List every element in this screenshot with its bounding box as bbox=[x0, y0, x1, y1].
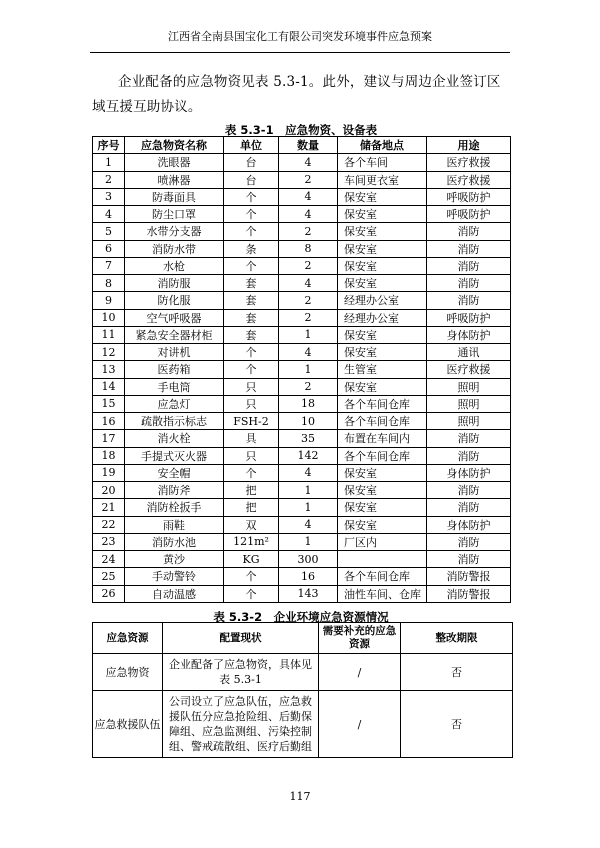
cell-location: 各个车间仓库 bbox=[338, 447, 427, 464]
cell-quantity: 2 bbox=[279, 292, 338, 309]
cell-purpose: 消防 bbox=[427, 482, 511, 499]
col-header-deadline: 整改期限 bbox=[401, 623, 513, 654]
cell-index: 16 bbox=[93, 413, 125, 430]
cell-location: 车间更衣室 bbox=[338, 171, 427, 188]
table-row bbox=[93, 691, 513, 758]
cell-name: 洗眼器 bbox=[125, 154, 224, 171]
cell-unit: 个 bbox=[224, 344, 279, 361]
col-header-status: 配置现状 bbox=[163, 623, 319, 654]
cell-unit: 个 bbox=[224, 188, 279, 205]
emergency-supplies-table bbox=[92, 136, 511, 603]
cell-unit: 把 bbox=[224, 482, 279, 499]
cell-location: 保安室 bbox=[338, 326, 427, 343]
cell-status: 企业配备了应急物资，具体见表 5.3-1 bbox=[163, 654, 319, 691]
cell-location: 经理办公室 bbox=[338, 309, 427, 326]
table-row bbox=[93, 482, 511, 499]
cell-quantity: 1 bbox=[279, 482, 338, 499]
cell-purpose: 呼吸防护 bbox=[427, 206, 511, 223]
cell-location: 保安室 bbox=[338, 206, 427, 223]
cell-unit: 个 bbox=[224, 361, 279, 378]
table-row bbox=[93, 585, 511, 602]
cell-location: 保安室 bbox=[338, 275, 427, 292]
cell-quantity: 4 bbox=[279, 344, 338, 361]
cell-name: 喷淋器 bbox=[125, 171, 224, 188]
cell-purpose: 消防 bbox=[427, 430, 511, 447]
cell-location: 保安室 bbox=[338, 188, 427, 205]
cell-name: 医药箱 bbox=[125, 361, 224, 378]
cell-purpose: 消防 bbox=[427, 223, 511, 240]
cell-name: 空气呼吸器 bbox=[125, 309, 224, 326]
table2-caption: 表 5.3-2 企业环境应急资源情况 bbox=[213, 610, 389, 624]
table1-caption: 表 5.3-1 应急物资、设备表 bbox=[224, 123, 378, 137]
table-row bbox=[93, 464, 511, 481]
cell-name: 雨鞋 bbox=[125, 516, 224, 533]
table-row bbox=[93, 171, 511, 188]
cell-purpose: 医疗救援 bbox=[427, 154, 511, 171]
cell-name: 黄沙 bbox=[125, 551, 224, 568]
table-row bbox=[93, 223, 511, 240]
cell-quantity: 2 bbox=[279, 257, 338, 274]
table-row bbox=[93, 292, 511, 309]
cell-unit: 台 bbox=[224, 154, 279, 171]
cell-location: 保安室 bbox=[338, 344, 427, 361]
table-row bbox=[93, 447, 511, 464]
cell-index: 1 bbox=[93, 154, 125, 171]
cell-unit: 个 bbox=[224, 223, 279, 240]
cell-index: 4 bbox=[93, 206, 125, 223]
table-row bbox=[93, 378, 511, 395]
cell-deadline: 否 bbox=[401, 691, 513, 758]
cell-location: 保安室 bbox=[338, 482, 427, 499]
table-row bbox=[93, 188, 511, 205]
cell-name: 手提式灭火器 bbox=[125, 447, 224, 464]
cell-status: 公司设立了应急队伍，应急救援队伍分应急抢险组、后勤保障组、应急监测组、污染控制组、警戒疏散组、医疗后勤组 bbox=[163, 691, 319, 758]
cell-index: 14 bbox=[93, 378, 125, 395]
cell-unit: 套 bbox=[224, 275, 279, 292]
cell-quantity: 4 bbox=[279, 206, 338, 223]
cell-location: 厂区内 bbox=[338, 533, 427, 550]
cell-purpose: 消防 bbox=[427, 447, 511, 464]
table-row bbox=[93, 361, 511, 378]
cell-name: 消防水带 bbox=[125, 240, 224, 257]
cell-unit: 个 bbox=[224, 568, 279, 585]
cell-unit: 条 bbox=[224, 240, 279, 257]
cell-quantity: 1 bbox=[279, 326, 338, 343]
cell-location: 各个车间仓库 bbox=[338, 395, 427, 412]
table-row bbox=[93, 654, 513, 691]
intro-text: 企业配备的应急物资见表 5.3-1。此外，建议与周边企业签订区域互援互助协议。 bbox=[92, 74, 501, 115]
cell-index: 23 bbox=[93, 533, 125, 550]
cell-unit: 套 bbox=[224, 309, 279, 326]
table-row bbox=[93, 240, 511, 257]
cell-unit: 只 bbox=[224, 395, 279, 412]
col-header-unit: 单位 bbox=[224, 137, 279, 154]
cell-quantity: 16 bbox=[279, 568, 338, 585]
cell-unit: 个 bbox=[224, 257, 279, 274]
table-row bbox=[93, 154, 511, 171]
cell-unit: 个 bbox=[224, 464, 279, 481]
cell-unit: 把 bbox=[224, 499, 279, 516]
cell-name: 消防水池 bbox=[125, 533, 224, 550]
cell-name: 防尘口罩 bbox=[125, 206, 224, 223]
cell-name: 手电筒 bbox=[125, 378, 224, 395]
cell-name: 疏散指示标志 bbox=[125, 413, 224, 430]
cell-unit: 套 bbox=[224, 326, 279, 343]
cell-purpose: 消防 bbox=[427, 257, 511, 274]
cell-purpose: 消防 bbox=[427, 240, 511, 257]
cell-name: 水带分支器 bbox=[125, 223, 224, 240]
cell-location: 保安室 bbox=[338, 378, 427, 395]
cell-index: 8 bbox=[93, 275, 125, 292]
cell-purpose: 身体防护 bbox=[427, 464, 511, 481]
cell-index: 21 bbox=[93, 499, 125, 516]
cell-purpose: 消防警报 bbox=[427, 585, 511, 602]
cell-quantity: 2 bbox=[279, 171, 338, 188]
cell-index: 17 bbox=[93, 430, 125, 447]
cell-name: 防毒面具 bbox=[125, 188, 224, 205]
cell-quantity: 4 bbox=[279, 516, 338, 533]
cell-quantity: 10 bbox=[279, 413, 338, 430]
cell-quantity: 142 bbox=[279, 447, 338, 464]
cell-unit: 台 bbox=[224, 171, 279, 188]
cell-deadline: 否 bbox=[401, 654, 513, 691]
cell-quantity: 4 bbox=[279, 275, 338, 292]
cell-location bbox=[338, 551, 427, 568]
cell-location: 保安室 bbox=[338, 516, 427, 533]
cell-location: 油性车间、仓库 bbox=[338, 585, 427, 602]
cell-name: 水枪 bbox=[125, 257, 224, 274]
cell-unit: FSH-2 bbox=[224, 413, 279, 430]
cell-purpose: 呼吸防护 bbox=[427, 309, 511, 326]
cell-purpose: 身体防护 bbox=[427, 326, 511, 343]
table-row bbox=[93, 516, 511, 533]
cell-unit: 个 bbox=[224, 585, 279, 602]
cell-quantity: 4 bbox=[279, 464, 338, 481]
cell-resource: 应急救援队伍 bbox=[93, 691, 163, 758]
col-header-supplement: 需要补充的应急资源 bbox=[319, 623, 401, 654]
cell-purpose: 消防 bbox=[427, 533, 511, 550]
cell-resource: 应急物资 bbox=[93, 654, 163, 691]
cell-quantity: 300 bbox=[279, 551, 338, 568]
cell-quantity: 2 bbox=[279, 223, 338, 240]
cell-purpose: 医疗救援 bbox=[427, 361, 511, 378]
cell-index: 18 bbox=[93, 447, 125, 464]
cell-supplement: / bbox=[319, 691, 401, 758]
cell-index: 10 bbox=[93, 309, 125, 326]
cell-supplement: / bbox=[319, 654, 401, 691]
cell-index: 5 bbox=[93, 223, 125, 240]
cell-purpose: 医疗救援 bbox=[427, 171, 511, 188]
col-header-quantity: 数量 bbox=[279, 137, 338, 154]
cell-quantity: 1 bbox=[279, 533, 338, 550]
cell-location: 经理办公室 bbox=[338, 292, 427, 309]
page-number: 117 bbox=[289, 790, 311, 803]
table-row bbox=[93, 413, 511, 430]
cell-location: 保安室 bbox=[338, 257, 427, 274]
cell-quantity: 1 bbox=[279, 499, 338, 516]
cell-index: 2 bbox=[93, 171, 125, 188]
cell-index: 7 bbox=[93, 257, 125, 274]
table-row bbox=[93, 568, 511, 585]
table-row bbox=[93, 395, 511, 412]
running-header: 江西省全南县国宝化工有限公司突发环境事件应急预案 bbox=[90, 22, 510, 53]
table-row bbox=[93, 206, 511, 223]
cell-name: 消火栓 bbox=[125, 430, 224, 447]
cell-quantity: 2 bbox=[279, 378, 338, 395]
cell-purpose: 照明 bbox=[427, 413, 511, 430]
cell-unit: 套 bbox=[224, 292, 279, 309]
table-row bbox=[93, 499, 511, 516]
cell-purpose: 呼吸防护 bbox=[427, 188, 511, 205]
cell-unit: KG bbox=[224, 551, 279, 568]
col-header-location: 储备地点 bbox=[338, 137, 427, 154]
cell-purpose: 身体防护 bbox=[427, 516, 511, 533]
cell-quantity: 4 bbox=[279, 154, 338, 171]
cell-index: 25 bbox=[93, 568, 125, 585]
col-header-purpose: 用途 bbox=[427, 137, 511, 154]
cell-index: 13 bbox=[93, 361, 125, 378]
cell-index: 15 bbox=[93, 395, 125, 412]
cell-location: 布置在车间内 bbox=[338, 430, 427, 447]
cell-quantity: 18 bbox=[279, 395, 338, 412]
col-header-name: 应急物资名称 bbox=[125, 137, 224, 154]
cell-index: 11 bbox=[93, 326, 125, 343]
cell-location: 保安室 bbox=[338, 240, 427, 257]
table-row bbox=[93, 430, 511, 447]
table-row bbox=[93, 551, 511, 568]
table-row bbox=[93, 344, 511, 361]
cell-purpose: 照明 bbox=[427, 395, 511, 412]
cell-index: 3 bbox=[93, 188, 125, 205]
cell-name: 安全帽 bbox=[125, 464, 224, 481]
cell-name: 消防服 bbox=[125, 275, 224, 292]
cell-location: 各个车间仓库 bbox=[338, 568, 427, 585]
cell-index: 19 bbox=[93, 464, 125, 481]
cell-location: 各个车间仓库 bbox=[338, 413, 427, 430]
cell-name: 对讲机 bbox=[125, 344, 224, 361]
cell-purpose: 照明 bbox=[427, 378, 511, 395]
cell-purpose: 消防警报 bbox=[427, 568, 511, 585]
cell-location: 保安室 bbox=[338, 499, 427, 516]
table-row bbox=[93, 257, 511, 274]
cell-location: 保安室 bbox=[338, 464, 427, 481]
cell-name: 防化服 bbox=[125, 292, 224, 309]
cell-name: 紧急安全器材柜 bbox=[125, 326, 224, 343]
cell-quantity: 2 bbox=[279, 309, 338, 326]
cell-name: 手动警铃 bbox=[125, 568, 224, 585]
table-row bbox=[93, 275, 511, 292]
cell-unit: 只 bbox=[224, 378, 279, 395]
cell-index: 26 bbox=[93, 585, 125, 602]
cell-quantity: 143 bbox=[279, 585, 338, 602]
cell-name: 自动温感 bbox=[125, 585, 224, 602]
col-header-resource: 应急资源 bbox=[93, 623, 163, 654]
cell-index: 20 bbox=[93, 482, 125, 499]
cell-purpose: 通讯 bbox=[427, 344, 511, 361]
emergency-resources-table bbox=[92, 622, 513, 758]
intro-paragraph bbox=[92, 70, 512, 120]
cell-quantity: 35 bbox=[279, 430, 338, 447]
cell-index: 22 bbox=[93, 516, 125, 533]
cell-purpose: 消防 bbox=[427, 275, 511, 292]
cell-unit: 个 bbox=[224, 206, 279, 223]
cell-unit: 具 bbox=[224, 430, 279, 447]
col-header-index: 序号 bbox=[93, 137, 125, 154]
cell-quantity: 4 bbox=[279, 188, 338, 205]
cell-name: 消防斧 bbox=[125, 482, 224, 499]
cell-unit: 只 bbox=[224, 447, 279, 464]
cell-unit: 双 bbox=[224, 516, 279, 533]
cell-index: 9 bbox=[93, 292, 125, 309]
cell-name: 应急灯 bbox=[125, 395, 224, 412]
cell-index: 6 bbox=[93, 240, 125, 257]
cell-location: 保安室 bbox=[338, 223, 427, 240]
table-row bbox=[93, 533, 511, 550]
cell-location: 生管室 bbox=[338, 361, 427, 378]
cell-location: 各个车间 bbox=[338, 154, 427, 171]
cell-purpose: 消防 bbox=[427, 499, 511, 516]
table-row bbox=[93, 326, 511, 343]
cell-quantity: 8 bbox=[279, 240, 338, 257]
cell-quantity: 1 bbox=[279, 361, 338, 378]
table-row bbox=[93, 309, 511, 326]
cell-index: 12 bbox=[93, 344, 125, 361]
cell-purpose: 消防 bbox=[427, 551, 511, 568]
cell-purpose: 消防 bbox=[427, 292, 511, 309]
cell-index: 24 bbox=[93, 551, 125, 568]
cell-unit: 121m² bbox=[224, 533, 279, 550]
cell-name: 消防栓扳手 bbox=[125, 499, 224, 516]
